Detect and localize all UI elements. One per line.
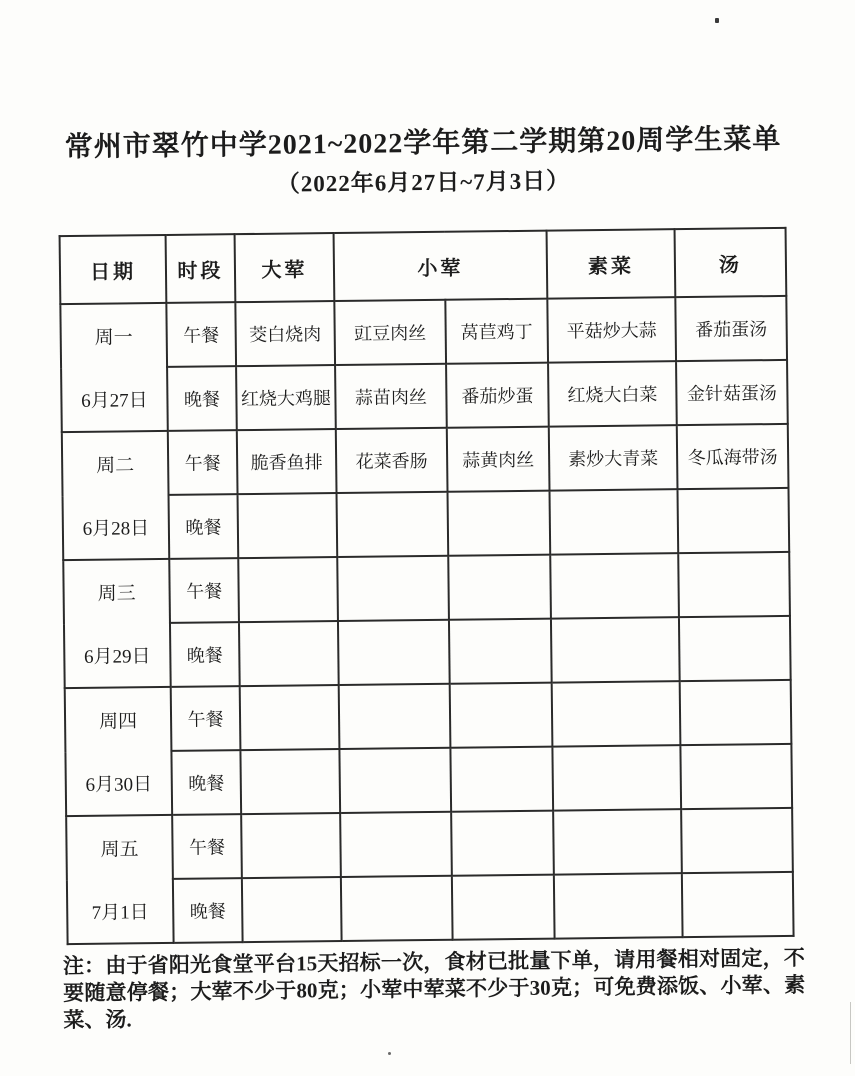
dish-cell: 莴苣鸡丁 (445, 299, 548, 364)
meal-time-cell: 午餐 (169, 558, 239, 623)
dish-cell: 冬瓜海带汤 (677, 424, 789, 489)
scan-edge-artifact (850, 1002, 851, 1064)
dish-cell (551, 617, 680, 682)
dish-cell (554, 873, 683, 938)
col-header-small-meat: 小荤 (334, 231, 548, 301)
col-header-vegetable: 素菜 (547, 229, 676, 298)
table-row (67, 872, 794, 944)
dish-cell (242, 877, 342, 942)
date-cell-monday (60, 303, 167, 432)
col-header-soup: 汤 (675, 228, 787, 297)
table-row (65, 744, 792, 816)
weekday-label: 周三 (97, 583, 136, 605)
table-row (63, 552, 790, 624)
dish-cell: 平菇炒大蒜 (547, 297, 676, 362)
date-label: 6月30日 (85, 774, 153, 796)
dish-cell (240, 749, 340, 814)
meal-time-cell: 午餐 (171, 686, 241, 751)
dish-cell (682, 872, 794, 937)
table-row (66, 808, 793, 880)
dish-cell (550, 553, 679, 618)
dish-cell: 蒜黄肉丝 (447, 427, 550, 492)
dish-cell (450, 747, 553, 812)
dish-cell: 茭白烧肉 (235, 301, 335, 366)
date-cell-friday (66, 815, 173, 944)
meal-time-cell: 晚餐 (173, 878, 243, 943)
dish-cell (552, 745, 681, 810)
dish-cell: 素炒大青菜 (549, 425, 678, 490)
date-label: 7月1日 (91, 902, 149, 924)
dish-cell (680, 680, 792, 745)
date-label: 6月27日 (81, 390, 148, 412)
dish-cell (451, 811, 554, 876)
dish-cell (337, 492, 449, 557)
dish-cell (549, 489, 678, 554)
meal-time-cell: 午餐 (168, 430, 238, 495)
meal-time-cell: 午餐 (166, 302, 236, 367)
dish-cell (452, 875, 555, 940)
meal-time-cell: 晚餐 (167, 366, 237, 431)
weekday-label: 周二 (96, 455, 135, 477)
date-label: 6月28日 (82, 518, 150, 540)
dish-cell (341, 876, 453, 941)
dish-cell: 红烧大白菜 (548, 361, 677, 426)
dish-cell (340, 812, 452, 877)
weekday-label: 周四 (98, 711, 138, 733)
table-row (61, 360, 788, 432)
col-header-main-meat: 大荤 (235, 233, 335, 302)
dish-cell (678, 552, 790, 617)
dish-cell (238, 557, 338, 622)
meal-time-cell: 午餐 (172, 814, 242, 879)
scan-noise-dot (715, 18, 719, 23)
dish-cell: 花菜香肠 (336, 428, 448, 493)
col-header-time-slot: 时段 (166, 234, 236, 303)
dish-cell (238, 493, 338, 558)
dish-cell (337, 556, 449, 621)
table-row (65, 680, 792, 752)
menu-table (59, 227, 795, 945)
date-cell-tuesday (62, 431, 169, 560)
dish-cell: 番茄蛋汤 (675, 296, 787, 361)
date-cell-thursday (65, 687, 172, 816)
footnote: 注：由于省阳光食堂平台15天招标一次，食材已批量下单，请用餐相对固定，不要随意停餐；大荤不少于80克；小荤中荤菜不少于30克；可免费添饭、小荤、素菜、汤. (62, 945, 806, 1033)
dish-cell (449, 619, 552, 684)
dish-cell (679, 616, 791, 681)
dish-cell (239, 621, 339, 686)
document-subtitle: （2022年6月27日~7月3日） (276, 168, 571, 197)
dish-cell (680, 744, 792, 809)
col-header-date: 日期 (60, 235, 167, 304)
dish-cell (241, 813, 341, 878)
dish-cell: 蒜苗肉丝 (335, 364, 447, 429)
dish-cell: 脆香鱼排 (237, 429, 337, 494)
dish-cell: 豇豆肉丝 (334, 300, 446, 365)
dish-cell (448, 491, 551, 556)
meal-time-cell: 晚餐 (170, 622, 240, 687)
date-label: 6月29日 (83, 646, 151, 668)
table-row (63, 488, 790, 560)
dish-cell (552, 681, 681, 746)
dish-cell: 番茄炒蛋 (446, 363, 549, 428)
dish-cell (338, 620, 450, 685)
dish-cell (240, 685, 340, 750)
dish-cell (339, 684, 451, 749)
table-row (60, 296, 787, 368)
meal-time-cell: 晚餐 (171, 750, 241, 815)
document-title: 常州市翠竹中学2021~2022学年第二学期第20周学生菜单 (64, 123, 782, 164)
date-cell-wednesday (63, 559, 170, 688)
weekday-label: 周一 (94, 327, 133, 349)
dish-cell: 红烧大鸡腿 (236, 365, 336, 430)
dish-cell (677, 488, 789, 553)
dish-cell: 金针菇蛋汤 (676, 360, 788, 425)
dish-cell (681, 808, 793, 873)
weekday-label: 周五 (100, 839, 139, 861)
dish-cell (553, 809, 682, 874)
dish-cell (339, 748, 451, 813)
table-header-row (60, 228, 787, 304)
dish-cell (448, 555, 551, 620)
table-row (62, 424, 789, 496)
scan-noise-dot (388, 1052, 391, 1055)
meal-time-cell: 晚餐 (169, 494, 239, 559)
dish-cell (450, 683, 553, 748)
title-block (0, 121, 851, 202)
table-row (64, 616, 791, 688)
